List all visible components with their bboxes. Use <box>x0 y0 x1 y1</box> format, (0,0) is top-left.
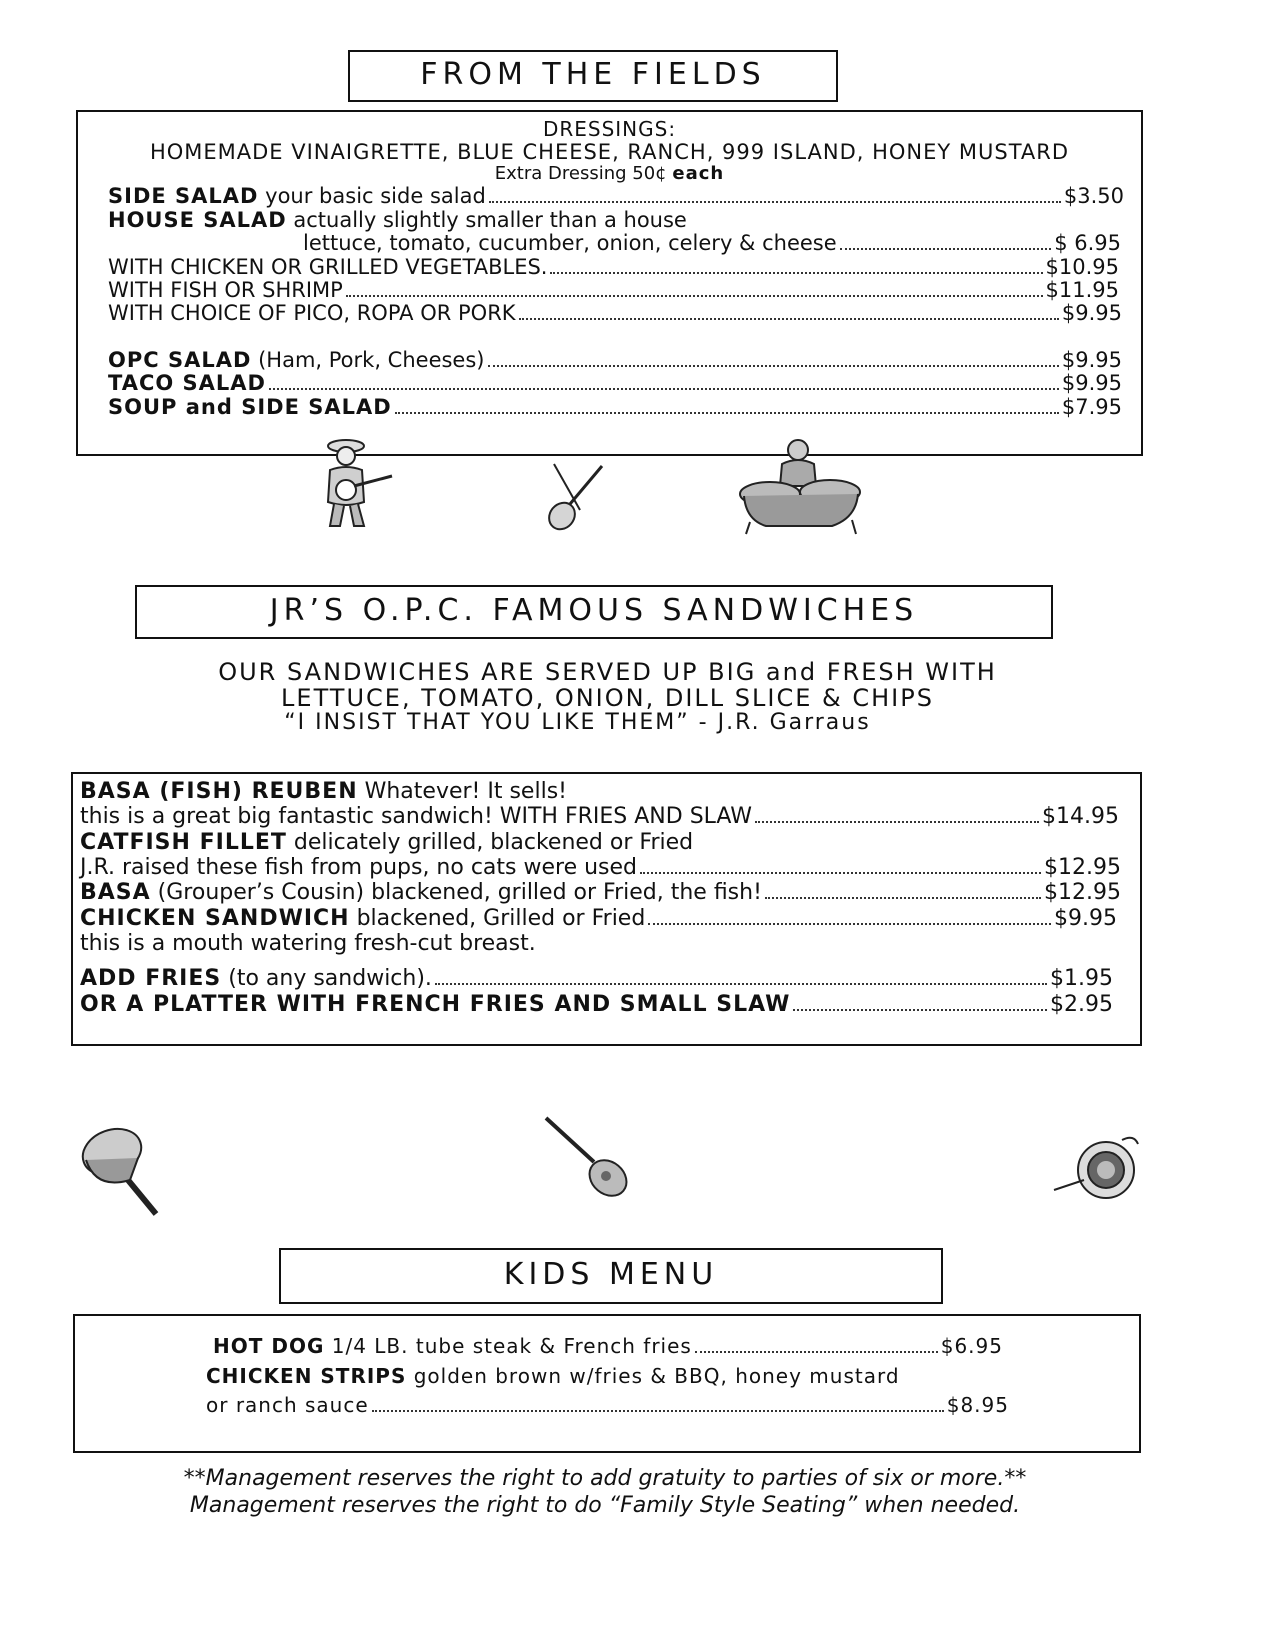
house-salad-fish-option: WITH FISH OR SHRIMP $11.95 <box>108 278 1119 302</box>
sandwiches-title: JR’S O.P.C. FAMOUS SANDWICHES <box>135 585 1053 639</box>
house-salad-chicken-option: WITH CHICKEN OR GRILLED VEGETABLES. $10.95 <box>108 255 1119 279</box>
chicken-sandwich-detail: this is a mouth watering fresh-cut breast. <box>80 931 536 956</box>
fiddle-icon <box>540 460 610 532</box>
sandwiches-intro-line-2: LETTUCE, TOMATO, ONION, DILL SLICE & CHIPS <box>281 684 934 712</box>
menu-item-basa-reuben: BASA (FISH) REUBEN Whatever! It sells! <box>80 779 567 804</box>
dressings-heading: DRESSINGS: <box>542 117 677 141</box>
drummer-icon <box>736 434 866 538</box>
menu-item-opc-salad: OPC SALAD (Ham, Pork, Cheeses) $9.95 <box>108 348 1122 372</box>
menu-item-hot-dog: HOT DOG 1/4 LB. tube steak & French fries $6.95 <box>213 1334 1003 1358</box>
banjo-player-icon <box>306 436 396 532</box>
house-salad-pico-option: WITH CHOICE OF PICO, ROPA OR PORK $9.95 <box>108 301 1122 325</box>
menu-item-side-salad: SIDE SALAD your basic side salad $3.50 <box>108 184 1124 208</box>
washboard-icon <box>1050 1134 1146 1212</box>
menu-item-soup-and-side-salad: SOUP and SIDE SALAD $7.95 <box>108 395 1122 419</box>
sandwiches-intro-line-1: OUR SANDWICHES ARE SERVED UP BIG and FRESH WITH <box>218 658 997 686</box>
gratuity-note: **Management reserves the right to add gratuity to parties of six or more.** <box>183 1466 1027 1491</box>
menu-item-platter: OR A PLATTER WITH FRENCH FRIES AND SMALL SLAW $2.95 <box>80 992 1113 1017</box>
menu-item-house-salad: HOUSE SALAD actually slightly smaller than a house <box>108 208 687 232</box>
kids-title: KIDS MENU <box>279 1248 943 1304</box>
menu-item-taco-salad: TACO SALAD $9.95 <box>108 371 1122 395</box>
menu-item-add-fries: ADD FRIES (to any sandwich). $1.95 <box>80 966 1113 991</box>
basa-reuben-detail: this is a great big fantastic sandwich! WITH FRIES AND SLAW $14.95 <box>80 804 1119 829</box>
menu-item-chicken-strips: CHICKEN STRIPS golden brown w/fries & BBQ, honey mustard <box>206 1364 900 1388</box>
chicken-strips-sauce: or ranch sauce $8.95 <box>206 1393 1009 1417</box>
dressings-list: HOMEMADE VINAIGRETTE, BLUE CHEESE, RANCH, 999 ISLAND, HONEY MUSTARD <box>149 140 1070 164</box>
catfish-fillet-detail: J.R. raised these fish from pups, no cats were used $12.95 <box>80 855 1121 880</box>
extra-dressing-note: Extra Dressing 50¢ each <box>494 163 725 184</box>
menu-item-basa: BASA (Grouper’s Cousin) blackened, grilled or Fried, the fish! $12.95 <box>80 880 1121 905</box>
house-salad-detail: lettuce, tomato, cucumber, onion, celery & cheese $ 6.95 <box>303 231 1121 255</box>
menu-item-chicken-sandwich: CHICKEN SANDWICH blackened, Grilled or Fried $9.95 <box>80 906 1117 931</box>
seating-note: Management reserves the right to do “Family Style Seating” when needed. <box>189 1493 1021 1518</box>
guitar-icon <box>540 1112 636 1204</box>
fields-title: FROM THE FIELDS <box>348 50 838 102</box>
sandwiches-intro-line-3: “I INSIST THAT YOU LIKE THEM” - J.R. Garraus <box>284 710 871 735</box>
menu-item-catfish-fillet: CATFISH FILLET delicately grilled, blackened or Fried <box>80 830 694 855</box>
frying-pan-icon <box>72 1114 168 1220</box>
